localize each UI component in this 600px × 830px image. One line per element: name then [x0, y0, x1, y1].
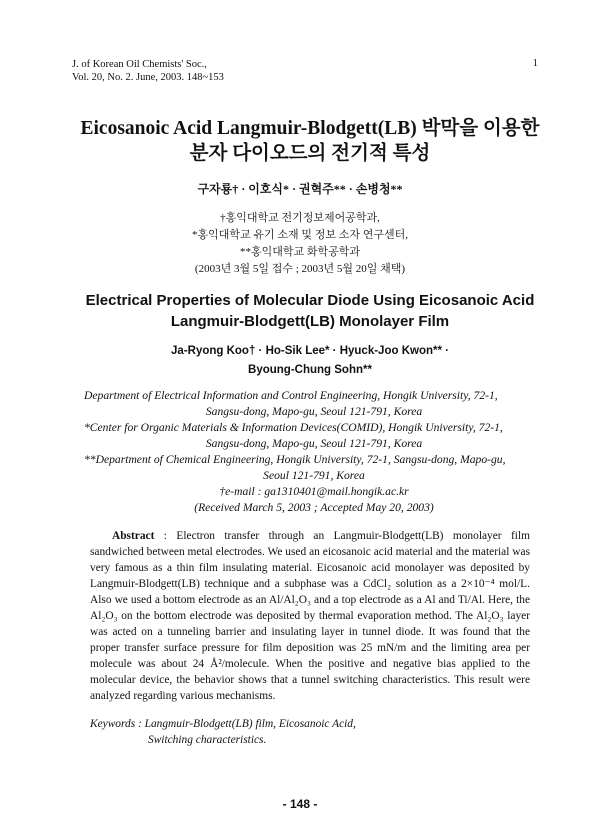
english-dates: (Received March 5, 2003 ; Accepted May 20, 2003) — [194, 501, 434, 514]
korean-title-line2: 분자 다이오드의 전기적 특성 — [189, 143, 431, 164]
affiliation-2-line1: *Center for Organic Materials & Information Devices(COMID), Hongik University, 72-1, — [84, 421, 503, 434]
english-affiliation-1 — [84, 388, 544, 420]
korean-authors: 구자룡† · 이호식* · 권혁주** · 손병청** — [197, 182, 403, 196]
journal-citation — [72, 58, 224, 84]
page-number-bottom: - 148 - — [282, 797, 318, 811]
abstract-section: Abstract : Electron transfer through an Langmuir-Blodgett(LB) monolayer film sandwiched between metal electrodes. We used an eicosanoic acid material and the material was very famous as a thin film insulating material. Eicosanoic acid monolayer was deposited by Langmuir-Blodgett(LB) technique and a subphase was a CdCl₂ solution as a 2×10⁻⁴ mol/L. Also we used a bottom electrode as an Al/Al₂O₃ and a top electrode as a Al and Ti/Al. Here, the Al₂O₃ on the bottom electrode was deposited by thermal evaporation method. The Al₂O₃ layer was acted on a tunneling barrier and insulating layer in tunnel diode. It was found that the proper transfer surface pressure for film deposition was 25 mN/m and the limiting area per molecule was about 24 Å²/molecule. When the positive and negative bias applied to the molecular device, the behavior shows that a tunnel switching characteristics. This result were analyzed regarding various mechanisms. — [90, 530, 530, 702]
korean-title — [40, 116, 580, 166]
keywords-line2: Switching characteristics. — [148, 734, 267, 746]
affiliation-3-line2: Seoul 121-791, Korea — [263, 469, 365, 482]
affiliation-2-line2: Sangsu-dong, Mapo-gu, Seoul 121-791, Korea — [205, 437, 423, 450]
korean-affiliation-2: *홍익대학교 유기 소재 및 정보 소자 연구센터, — [191, 229, 409, 241]
affiliation-1-line1: Department of Electrical Information and Control Engineering, Hongik University, 72-1, — [84, 389, 498, 402]
english-title-line2: Langmuir-Blodgett(LB) Monolayer Film — [170, 313, 450, 330]
english-affiliation-3 — [84, 452, 544, 484]
korean-title-line1: Eicosanoic Acid Langmuir-Blodgett(LB) 박막을 이용한 — [80, 118, 540, 139]
english-authors-line2: Byoung-Chung Sohn** — [248, 364, 372, 376]
korean-affiliation-3: **홍익대학교 화학공학과 — [239, 246, 360, 258]
korean-affiliation-1: †홍익대학교 전기정보제어공학과, — [220, 212, 380, 224]
abstract-text: Electron transfer through an Langmuir-Blodgett(LB) monolayer film sandwiched between metal electrodes. We used an eicosanoic acid material and the material was very famous as a thin film insulating material. Eicosanoic acid monolayer was deposited by Langmuir-Blodgett(LB) technique and a subphase was a CdCl₂ solution as a 2×10⁻⁴ mol/L. Also we used a bottom electrode as an Al/Al₂O₃ and a top electrode as a Al and Ti/Al. Here, the Al₂O₃ on the bottom electrode was deposited by thermal evaporation method. The Al₂O₃ layer was acted on a tunneling barrier and insulating layer in tunnel diode. It was found that the proper transfer surface pressure for film deposition was 25 mN/m and the limiting area per molecule was about 24 Å²/molecule. When the positive and negative bias applied to the molecular device, the behavior shows that a tunnel switching characteristics. This result were analyzed regarding various mechanisms. — [90, 530, 530, 702]
page-number-top: 1 — [532, 58, 538, 69]
english-authors-line1: Ja-Ryong Koo† · Ho-Sik Lee* · Hyuck-Joo Kwon** · — [171, 345, 449, 357]
korean-affiliations — [0, 210, 600, 278]
english-title-line1: Electrical Properties of Molecular Diode Using Eicosanoic Acid — [85, 292, 535, 309]
journal-name: J. of Korean Oil Chemists' Soc., — [72, 59, 207, 70]
affiliation-1-line2: Sangsu-dong, Mapo-gu, Seoul 121-791, Korea — [205, 405, 423, 418]
english-title — [40, 290, 580, 332]
english-affiliations — [84, 388, 544, 516]
english-affiliation-2 — [84, 420, 544, 452]
affiliation-3-line1: **Department of Chemical Engineering, Hongik University, 72-1, Sangsu-dong, Mapo-gu, — [84, 453, 506, 466]
keywords-line1: Keywords : Langmuir-Blodgett(LB) film, Eicosanoic Acid, — [90, 718, 356, 730]
journal-volume: Vol. 20, No. 2. June, 2003. 148~153 — [72, 72, 224, 83]
abstract-label: Abstract — [112, 530, 155, 542]
keywords-section — [90, 716, 530, 748]
corresponding-email: †e-mail : ga1310401@mail.hongik.ac.kr — [219, 485, 409, 498]
english-authors — [40, 342, 580, 380]
korean-dates: (2003년 3월 5일 접수 ; 2003년 5월 20일 채택) — [194, 263, 406, 275]
